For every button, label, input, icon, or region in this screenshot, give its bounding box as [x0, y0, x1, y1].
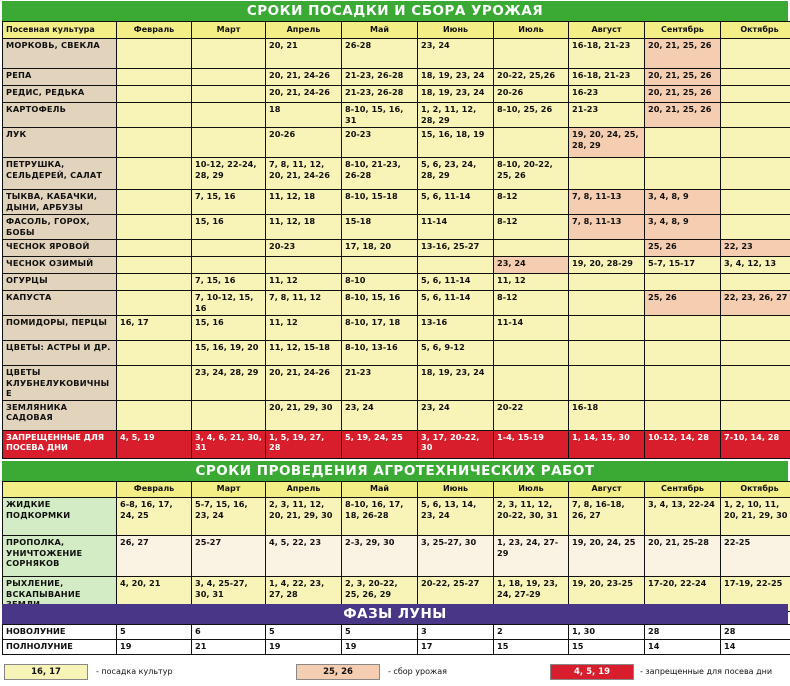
planting-cell: 8-10, 15-18: [342, 190, 418, 215]
planting-cell: 21-23, 26-28: [342, 86, 418, 103]
crop-row: [3, 240, 790, 257]
crop-name: ТЫКВА, КАБАЧКИ, ДЫНИ, АРБУЗЫ: [3, 190, 117, 215]
forbidden-cell: 4, 5, 19: [117, 430, 192, 458]
planting-cell: [117, 366, 192, 401]
legend-forbidden-label: - запрещенные для посева дни: [640, 667, 773, 676]
col-header-month: Август: [569, 482, 645, 498]
harvest-cell: 20, 21, 25, 26: [645, 39, 721, 69]
planting-cell: 20, 21, 24-26: [266, 86, 342, 103]
planting-cell: [645, 341, 721, 366]
col-header-month: Март: [192, 22, 266, 39]
forbidden-cell: 1, 14, 15, 30: [569, 430, 645, 458]
planting-cell: 13-16, 25-27: [418, 240, 494, 257]
col-header-month: Октябрь: [721, 22, 790, 39]
planting-cell: 8-10, 25, 26: [494, 103, 569, 128]
planting-cell: 10-12, 22-24, 28, 29: [192, 158, 266, 190]
planting-cell: 8-12: [494, 215, 569, 240]
planting-cell: 23, 24: [342, 400, 418, 430]
planting-cell: 7, 10-12, 15, 16: [192, 291, 266, 316]
crop-row: [3, 316, 790, 341]
planting-cell: 11, 12: [266, 274, 342, 291]
planting-cell: 16-23: [569, 86, 645, 103]
moon-cell: 28: [645, 625, 721, 640]
agro-row: [3, 536, 790, 577]
work-name: ПРОПОЛКА, УНИЧТОЖЕНИЕ СОРНЯКОВ: [3, 536, 117, 577]
planting-cell: 7, 15, 16: [192, 274, 266, 291]
planting-cell: [494, 366, 569, 401]
planting-cell: 17, 18, 20: [342, 240, 418, 257]
planting-cell: 11, 12: [266, 316, 342, 341]
planting-cell: [645, 316, 721, 341]
planting-cell: [117, 291, 192, 316]
planting-cell: [645, 274, 721, 291]
moon-cell: 15: [494, 640, 569, 655]
col-header-month: Июнь: [418, 22, 494, 39]
col-header-month: Август: [569, 22, 645, 39]
work-cell: 2, 3, 20-22, 25, 26, 29: [342, 577, 418, 612]
work-cell: 22-25: [721, 536, 790, 577]
planting-cell: 11, 12, 18: [266, 215, 342, 240]
planting-cell: [569, 158, 645, 190]
planting-cell: [721, 103, 790, 128]
agro-title: СРОКИ ПРОВЕДЕНИЯ АГРОТЕХНИЧЕСКИХ РАБОТ: [2, 461, 788, 481]
planting-cell: 18, 19, 23, 24: [418, 366, 494, 401]
moon-cell: 28: [721, 625, 790, 640]
planting-cell: [192, 69, 266, 86]
planting-cell: 5, 6, 23, 24, 28, 29: [418, 158, 494, 190]
planting-cell: 11, 12, 18: [266, 190, 342, 215]
planting-cell: [721, 366, 790, 401]
work-cell: 26, 27: [117, 536, 192, 577]
forbidden-cell: 1, 5, 19, 27, 28: [266, 430, 342, 458]
planting-cell: [721, 400, 790, 430]
planting-cell: [192, 39, 266, 69]
crop-row: [3, 39, 790, 69]
planting-cell: 21-23, 26-28: [342, 69, 418, 86]
planting-cell: [192, 400, 266, 430]
crop-name: КАРТОФЕЛЬ: [3, 103, 117, 128]
harvest-cell: 7, 8, 11-13: [569, 215, 645, 240]
planting-cell: 23, 24: [418, 400, 494, 430]
crop-name: РЕДИС, РЕДЬКА: [3, 86, 117, 103]
planting-cell: 11, 12: [494, 274, 569, 291]
planting-cell: 15, 16, 18, 19: [418, 128, 494, 158]
planting-cell: [645, 366, 721, 401]
col-header-month: Апрель: [266, 482, 342, 498]
harvest-cell: 20, 21, 25, 26: [645, 86, 721, 103]
planting-cell: [117, 69, 192, 86]
moon-cell: 2: [494, 625, 569, 640]
work-cell: 4, 20, 21: [117, 577, 192, 612]
crop-name: ЦВЕТЫ: АСТРЫ И ДР.: [3, 341, 117, 366]
planting-cell: [117, 158, 192, 190]
planting-cell: [721, 86, 790, 103]
harvest-cell: 7, 8, 11-13: [569, 190, 645, 215]
work-cell: 8-10, 16, 17, 18, 26-28: [342, 498, 418, 536]
planting-cell: 7, 15, 16: [192, 190, 266, 215]
planting-cell: 8-10, 15, 16: [342, 291, 418, 316]
harvest-title: СРОКИ ПОСАДКИ И СБОРА УРОЖАЯ: [2, 1, 788, 21]
col-header-month: Июнь: [418, 482, 494, 498]
col-header-month: Февраль: [117, 482, 192, 498]
planting-cell: 16-18, 21-23: [569, 69, 645, 86]
forbidden-cell: 3, 4, 6, 21, 30, 31: [192, 430, 266, 458]
planting-cell: [721, 215, 790, 240]
planting-cell: 8-12: [494, 291, 569, 316]
moon-cell: 6: [192, 625, 266, 640]
forbidden-label: ЗАПРЕЩЕННЫЕ ДЛЯ ПОСЕВА ДНИ: [3, 430, 117, 458]
planting-cell: 15, 16: [192, 316, 266, 341]
planting-cell: 20, 21, 24-26: [266, 366, 342, 401]
planting-cell: 26-28: [342, 39, 418, 69]
planting-cell: 11-14: [494, 316, 569, 341]
moon-cell: 3: [418, 625, 494, 640]
planting-cell: 11, 12, 15-18: [266, 341, 342, 366]
moon-cell: 19: [266, 640, 342, 655]
legend-forbidden-swatch: 4, 5, 19: [550, 664, 634, 680]
planting-cell: [117, 86, 192, 103]
crop-name: МОРКОВЬ, СВЕКЛА: [3, 39, 117, 69]
planting-cell: 1, 2, 11, 12, 28, 29: [418, 103, 494, 128]
planting-cell: 20, 21, 29, 30: [266, 400, 342, 430]
harvest-cell: 20, 21, 25, 26: [645, 69, 721, 86]
planting-cell: 8-12: [494, 190, 569, 215]
crop-row: [3, 190, 790, 215]
col-header-month: Май: [342, 482, 418, 498]
planting-cell: [721, 341, 790, 366]
planting-cell: 8-10, 15, 16, 31: [342, 103, 418, 128]
planting-cell: 3, 4, 12, 13: [721, 257, 790, 274]
work-cell: 17-19, 22-25: [721, 577, 790, 612]
crop-row: [3, 400, 790, 430]
planting-cell: 5-7, 15-17: [645, 257, 721, 274]
forbidden-cell: 7-10, 14, 28: [721, 430, 790, 458]
forbidden-row: [3, 430, 790, 458]
planting-cell: [117, 190, 192, 215]
work-cell: 2, 3, 11, 12, 20, 21, 29, 30: [266, 498, 342, 536]
planting-cell: 11-14: [418, 215, 494, 240]
planting-cell: [117, 257, 192, 274]
planting-cell: 21-23: [569, 103, 645, 128]
crop-row: [3, 291, 790, 316]
moon-cell: 19: [342, 640, 418, 655]
planting-cell: 18: [266, 103, 342, 128]
harvest-table: [2, 21, 790, 459]
crop-name: ЧЕСНОК ЯРОВОЙ: [3, 240, 117, 257]
work-cell: 1, 23, 24, 27-29: [494, 536, 569, 577]
planting-cell: [721, 158, 790, 190]
legend: [0, 662, 790, 684]
planting-cell: 7, 8, 11, 12: [266, 291, 342, 316]
col-header-crop: Посевная культура: [3, 22, 117, 39]
planting-cell: [117, 103, 192, 128]
crop-row: [3, 257, 790, 274]
planting-cell: 15-18: [342, 215, 418, 240]
planting-cell: [721, 316, 790, 341]
work-cell: 17-20, 22-24: [645, 577, 721, 612]
moon-cell: 15: [569, 640, 645, 655]
work-cell: 1, 2, 10, 11, 20, 21, 29, 30: [721, 498, 790, 536]
planting-cell: [494, 341, 569, 366]
crop-name: ОГУРЦЫ: [3, 274, 117, 291]
work-cell: 7, 8, 16-18, 26, 27: [569, 498, 645, 536]
legend-planting-swatch: 16, 17: [4, 664, 88, 680]
planting-cell: [569, 274, 645, 291]
planting-cell: 20-23: [342, 128, 418, 158]
planting-cell: [117, 39, 192, 69]
legend-planting-label: - посадка культур: [96, 667, 173, 676]
planting-cell: [342, 257, 418, 274]
moon-row: [3, 625, 790, 640]
col-header-month: Сентябрь: [645, 22, 721, 39]
moon-title: ФАЗЫ ЛУНЫ: [2, 604, 788, 624]
planting-cell: [117, 240, 192, 257]
forbidden-cell: 3, 17, 20-22, 30: [418, 430, 494, 458]
planting-cell: [569, 240, 645, 257]
planting-cell: [418, 257, 494, 274]
work-cell: 20, 21, 25-28: [645, 536, 721, 577]
col-header-month: Апрель: [266, 22, 342, 39]
moon-cell: 1, 30: [569, 625, 645, 640]
planting-cell: [721, 39, 790, 69]
planting-cell: [192, 240, 266, 257]
harvest-cell: 25, 26: [645, 291, 721, 316]
planting-cell: 8-10, 13-16: [342, 341, 418, 366]
crop-name: ФАСОЛЬ, ГОРОХ, БОБЫ: [3, 215, 117, 240]
harvest-cell: 22, 23: [721, 240, 790, 257]
planting-cell: 23, 24: [418, 39, 494, 69]
forbidden-cell: 10-12, 14, 28: [645, 430, 721, 458]
planting-cell: 20-22, 25,26: [494, 69, 569, 86]
planting-cell: [721, 274, 790, 291]
work-cell: 2-3, 29, 30: [342, 536, 418, 577]
moon-cell: 5: [117, 625, 192, 640]
planting-cell: 16, 17: [117, 316, 192, 341]
moon-cell: 19: [117, 640, 192, 655]
moon-phase-name: ПОЛНОЛУНИЕ: [3, 640, 117, 655]
planting-cell: 18, 19, 23, 24: [418, 86, 494, 103]
agro-table: [2, 481, 790, 612]
planting-cell: 20-22: [494, 400, 569, 430]
forbidden-cell: 5, 19, 24, 25: [342, 430, 418, 458]
crop-row: [3, 215, 790, 240]
crop-name: ПЕТРУШКА, СЕЛЬДЕРЕЙ, САЛАТ: [3, 158, 117, 190]
planting-cell: [569, 341, 645, 366]
planting-cell: 20-26: [494, 86, 569, 103]
work-cell: 1, 4, 22, 23, 27, 28: [266, 577, 342, 612]
crop-name: ЗЕМЛЯНИКА САДОВАЯ: [3, 400, 117, 430]
planting-cell: 8-10: [342, 274, 418, 291]
crop-name: ЛУК: [3, 128, 117, 158]
planting-cell: [721, 69, 790, 86]
crop-name: КАПУСТА: [3, 291, 117, 316]
planting-cell: [494, 128, 569, 158]
work-cell: 25-27: [192, 536, 266, 577]
crop-name: РЕПА: [3, 69, 117, 86]
col-header-month: Октябрь: [721, 482, 790, 498]
planting-cell: [569, 366, 645, 401]
agro-row: [3, 498, 790, 536]
planting-cell: 15, 16, 19, 20: [192, 341, 266, 366]
moon-cell: 5: [266, 625, 342, 640]
work-cell: 5, 6, 13, 14, 23, 24: [418, 498, 494, 536]
planting-cell: [266, 257, 342, 274]
col-header-month: Май: [342, 22, 418, 39]
moon-cell: 21: [192, 640, 266, 655]
col-header-month: Февраль: [117, 22, 192, 39]
work-cell: 20-22, 25-27: [418, 577, 494, 612]
harvest-cell: 23, 24: [494, 257, 569, 274]
moon-table: [2, 624, 790, 655]
planting-cell: 7, 8, 11, 12, 20, 21, 24-26: [266, 158, 342, 190]
work-cell: 1, 18, 19, 23, 24, 27-29: [494, 577, 569, 612]
planting-cell: [645, 400, 721, 430]
legend-harvest-swatch: 25, 26: [296, 664, 380, 680]
legend-harvest-label: - сбор урожая: [388, 667, 447, 676]
moon-row: [3, 640, 790, 655]
forbidden-cell: 1-4, 15-19: [494, 430, 569, 458]
planting-cell: 16-18, 21-23: [569, 39, 645, 69]
work-cell: 19, 20, 23-25: [569, 577, 645, 612]
col-header-month: Март: [192, 482, 266, 498]
moon-cell: 14: [721, 640, 790, 655]
planting-cell: 8-10, 20-22, 25, 26: [494, 158, 569, 190]
harvest-cell: 22, 23, 26, 27: [721, 291, 790, 316]
planting-cell: 20, 21, 24-26: [266, 69, 342, 86]
planting-cell: [569, 316, 645, 341]
planting-cell: 20-23: [266, 240, 342, 257]
harvest-cell: 20, 21, 25, 26: [645, 103, 721, 128]
harvest-cell: 3, 4, 8, 9: [645, 190, 721, 215]
planting-cell: [645, 158, 721, 190]
crop-name: ЧЕСНОК ОЗИМЫЙ: [3, 257, 117, 274]
col-header-month: Июль: [494, 22, 569, 39]
planting-cell: 19, 20, 28-29: [569, 257, 645, 274]
moon-cell: 17: [418, 640, 494, 655]
work-cell: 6-8, 16, 17, 24, 25: [117, 498, 192, 536]
planting-cell: 13-16: [418, 316, 494, 341]
crop-row: [3, 158, 790, 190]
planting-cell: [192, 128, 266, 158]
crop-row: [3, 69, 790, 86]
planting-cell: 15, 16: [192, 215, 266, 240]
crop-row: [3, 274, 790, 291]
moon-cell: 5: [342, 625, 418, 640]
work-cell: 2, 3, 11, 12, 20-22, 30, 31: [494, 498, 569, 536]
crop-row: [3, 366, 790, 401]
planting-cell: 18, 19, 23, 24: [418, 69, 494, 86]
planting-cell: 21-23: [342, 366, 418, 401]
moon-cell: 14: [645, 640, 721, 655]
planting-cell: [721, 128, 790, 158]
crop-row: [3, 103, 790, 128]
planting-cell: 5, 6, 11-14: [418, 190, 494, 215]
planting-cell: [117, 400, 192, 430]
planting-cell: [192, 257, 266, 274]
moon-phase-name: НОВОЛУНИЕ: [3, 625, 117, 640]
planting-cell: [117, 215, 192, 240]
work-cell: 4, 5, 22, 23: [266, 536, 342, 577]
planting-cell: [192, 86, 266, 103]
planting-cell: 20-26: [266, 128, 342, 158]
planting-cell: [721, 190, 790, 215]
planting-cell: [645, 128, 721, 158]
crop-row: [3, 341, 790, 366]
work-cell: 3, 25-27, 30: [418, 536, 494, 577]
work-cell: 19, 20, 24, 25: [569, 536, 645, 577]
planting-cell: [494, 39, 569, 69]
col-header-month: Сентябрь: [645, 482, 721, 498]
crop-name: ЦВЕТЫ КЛУБНЕЛУКОВИЧНЫЕ: [3, 366, 117, 401]
work-cell: 3, 4, 13, 22-24: [645, 498, 721, 536]
planting-cell: [117, 274, 192, 291]
planting-cell: 5, 6, 11-14: [418, 291, 494, 316]
planting-cell: 5, 6, 9-12: [418, 341, 494, 366]
planting-cell: [494, 240, 569, 257]
col-header-month: Июль: [494, 482, 569, 498]
planting-cell: 20, 21: [266, 39, 342, 69]
col-header-blank: [3, 482, 117, 498]
harvest-cell: 25, 26: [645, 240, 721, 257]
planting-cell: 8-10, 21-23, 26-28: [342, 158, 418, 190]
planting-cell: [117, 128, 192, 158]
crop-name: ПОМИДОРЫ, ПЕРЦЫ: [3, 316, 117, 341]
planting-cell: 8-10, 17, 18: [342, 316, 418, 341]
planting-cell: [569, 291, 645, 316]
work-cell: 3, 4, 25-27, 30, 31: [192, 577, 266, 612]
planting-cell: 23, 24, 28, 29: [192, 366, 266, 401]
planting-cell: 16-18: [569, 400, 645, 430]
planting-cell: [192, 103, 266, 128]
harvest-cell: 19, 20, 24, 25, 28, 29: [569, 128, 645, 158]
harvest-cell: 3, 4, 8, 9: [645, 215, 721, 240]
planting-cell: 5, 6, 11-14: [418, 274, 494, 291]
work-name: ЖИДКИЕ ПОДКОРМКИ: [3, 498, 117, 536]
crop-row: [3, 86, 790, 103]
crop-row: [3, 128, 790, 158]
planting-cell: [117, 341, 192, 366]
work-cell: 5-7, 15, 16, 23, 24: [192, 498, 266, 536]
work-name: РЫХЛЕНИЕ, ВСКАПЫВАНИЕ: [3, 577, 117, 612]
